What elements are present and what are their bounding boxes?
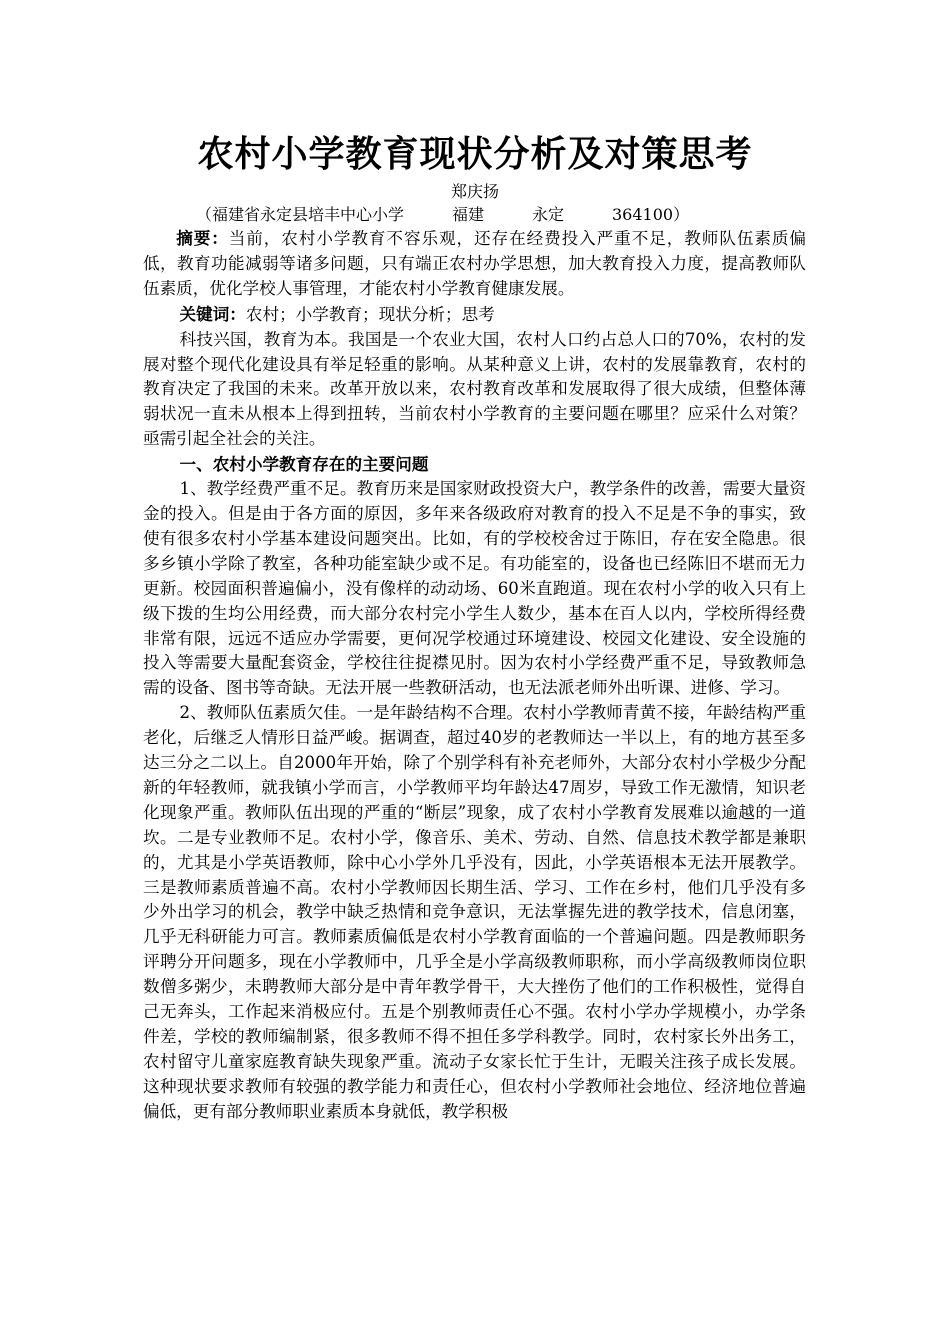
keywords-text: 农村；小学教育；现状分析；思考 [245, 304, 495, 324]
author-name: 郑庆扬 [450, 182, 499, 201]
abstract-text: 当前，农村小学教育不容乐观，还存在经费投入严重不足，教师队伍素质偏低，教育功能减弱等诸多问题，只有端正农村办学思想，加大教育投入力度，提高教师队伍素质，优化学校人事管理，才能农村小学教育健康发展。 [143, 229, 806, 298]
abstract-label: 摘要： [176, 228, 229, 248]
keywords-paragraph [143, 302, 806, 328]
author-affiliation: （福建省永定县培丰中心小学 福建 永定 364100） [196, 205, 690, 224]
body-paragraph: 2、教师队伍素质欠佳。一是年龄结构不合理。农村小学教师青黄不接，年龄结构严重老化，后继乏人情形日益严峻。据调查，超过40岁的老教师达一半以上，有的地方甚至多达三分之二以上。自2000年开始，除了个别学科有补充老师外，大部分农村小学极少分配新的年轻教师，就我镇小学而言，小学教师平均年龄达47周岁，导致工作无激情，知识老化现象严重。教师队伍出现的严重的“断层”现象，成了农村小学教育发展难以逾越的一道坎。二是专业教师不足。农村小学，像音乐、美术、劳动、自然、信息技术教学都是兼职的，尤其是小学英语教师，除中心小学外几乎没有，因此，小学英语根本无法开展教学。三是教师素质普遍不高。农村小学教师因长期生活、学习、工作在乡村，他们几乎没有多少外出学习的机会，教学中缺乏热情和竞争意识，无法掌握先进的教学技术，信息闭塞，几乎无科研能力可言。教师素质偏低是农村小学教育面临的一个普遍问题。四是教师职务评聘分开问题多，现在小学教师中，几乎全是小学高级教师职称，而小学高级教师岗位职数僧多粥少，未聘教师大部分是中青年教学骨干，大大挫伤了他们的工作积极性，觉得自己无奔头，工作起来消极应付。五是个别教师责任心不强。农村小学办学规模小，办学条件差，学校的教师编制紧，很多教师不得不担任多学科教学。同时，农村家长外出务工，农村留守儿童家庭教育缺失现象严重。流动子女家长忙于生计，无暇关注孩子成长发展。这种现状要求教师有较强的教学能力和责任心，但农村小学教师社会地位、经济地位普遍偏低，更有部分教师职业素质本身就低，教学积极 [143, 703, 806, 1121]
document-body [143, 226, 806, 1125]
keywords-label: 关键词： [179, 303, 246, 324]
section-heading: 一、农村小学教育存在的主要问题 [179, 454, 429, 475]
intro-paragraph: 科技兴国，教育为本。我国是一个农业大国，农村人口约占总人口的70%，农村的发展对整个现代化建设具有举足轻重的影响。从某种意义上讲，农村的发展靠教育，农村的教育决定了我国的未来。改革开放以来，农村教育改革和发展取得了很大成绩，但整体薄弱状况一直未从根本上得到扭转，当前农村小学教育的主要问题在哪里？应采什么对策？亟需引起全社会的关注。 [143, 329, 806, 449]
document-title: 农村小学教育现状分析及对策思考 [197, 133, 753, 175]
body-paragraph: 1、教学经费严重不足。教育历来是国家财政投资大户，教学条件的改善，需要大量资金的投入。但是由于各方面的原因，多年来各级政府对教育的投入不足是不争的事实，致使有很多农村小学基本建设问题突出。比如，有的学校校舍过于陈旧，存在安全隐患。很多乡镇小学除了教室，各种功能室缺少或不足。有功能室的，设备也已经陈旧不堪而无力更新。校园面积普遍偏小，没有像样的动动场、60米直跑道。现在农村小学的收入只有上级下拨的生均公用经费，而大部分农村完小学生人数少，基本在百人以内，学校所得经费非常有限，远远不适应办学需要，更何况学校通过环境建设、校园文化建设、安全设施的投入等需要大量配套资金，学校往往捉襟见肘。因为农村小学经费严重不足，导致教师急需的设备、图书等奇缺。无法开展一些教研活动，也无法派老师外出听课、进修、学习。 [143, 479, 806, 698]
abstract-paragraph [143, 226, 806, 302]
